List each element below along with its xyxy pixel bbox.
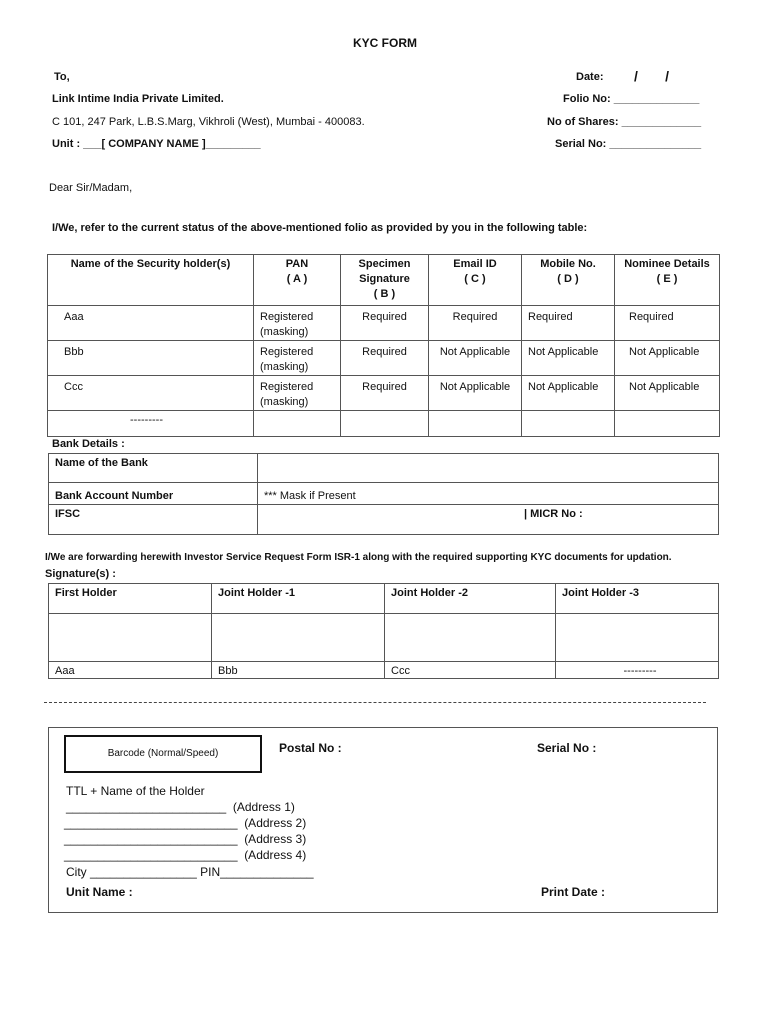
signature-status: Required [341, 306, 429, 341]
joint-holder-1-signature-box[interactable] [212, 614, 385, 662]
holder-name: Aaa [48, 306, 254, 341]
holder-name: Bbb [48, 341, 254, 376]
nominee-status: Not Applicable [615, 376, 720, 411]
to-line: To, [54, 71, 70, 83]
joint-holder-3-signature-box[interactable] [556, 614, 719, 662]
pan-status: Registered (masking) [254, 341, 341, 376]
first-holder-name: Aaa [49, 662, 212, 679]
company-name: Link Intime India Private Limited. [52, 93, 224, 105]
email-status: Not Applicable [429, 341, 522, 376]
email-status [429, 411, 522, 437]
barcode-box: Barcode (Normal/Speed) [64, 735, 262, 773]
signature-table [48, 583, 719, 679]
date-slashes: / / [634, 68, 670, 84]
mobile-status: Required [522, 306, 615, 341]
joint-holder-1-header: Joint Holder -1 [212, 584, 385, 614]
unit-line: Unit : ___[ COMPANY NAME ]_________ [52, 138, 261, 150]
print-date-label: Print Date : [541, 885, 606, 899]
joint-holder-1-name: Bbb [212, 662, 385, 679]
email-status: Not Applicable [429, 376, 522, 411]
mobile-status [522, 411, 615, 437]
folio-no: Folio No: ______________ [563, 93, 700, 105]
holder-name: --------- [48, 411, 254, 437]
signature-status: Required [341, 341, 429, 376]
table-row [48, 341, 720, 376]
first-holder-header: First Holder [49, 584, 212, 614]
holder-name: Ccc [48, 376, 254, 411]
holders-table-header [48, 255, 720, 306]
pan-status [254, 411, 341, 437]
form-title: KYC FORM [353, 36, 417, 50]
unit-name-label: Unit Name : [66, 885, 133, 899]
bank-name-value [258, 454, 719, 483]
address-line-3: __________________________ (Address 3) [64, 832, 307, 846]
joint-holder-2-name: Ccc [385, 662, 556, 679]
ifsc-label: IFSC [49, 505, 258, 535]
table-row [48, 376, 720, 411]
joint-holder-2-signature-box[interactable] [385, 614, 556, 662]
address-line-2: __________________________ (Address 2) [64, 816, 307, 830]
serial-no: Serial No: _______________ [555, 138, 702, 150]
bank-account-value: *** Mask if Present [258, 483, 719, 505]
postal-no-label: Postal No : [279, 741, 342, 755]
signature-heading: Signature(s) : [45, 568, 116, 580]
header-pan: PAN ( A ) [254, 255, 341, 306]
ttl-holder-name: TTL + Name of the Holder [66, 784, 205, 798]
table-row [48, 411, 720, 437]
nominee-status: Not Applicable [615, 341, 720, 376]
joint-holder-3-header: Joint Holder -3 [556, 584, 719, 614]
header-nominee: Nominee Details ( E ) [615, 255, 720, 306]
holders-table [47, 254, 720, 437]
bank-details-table [48, 453, 719, 535]
cut-line [44, 702, 706, 703]
header-holder-name: Name of the Security holder(s) [48, 255, 254, 306]
joint-holder-2-header: Joint Holder -2 [385, 584, 556, 614]
forwarding-text: I/We are forwarding herewith Investor Service Request Form ISR-1 along with the required supporting KYC documents for updation. [45, 552, 672, 563]
address-line-1: ________________________ (Address 1) [66, 800, 295, 814]
signature-status: Required [341, 376, 429, 411]
table-row [48, 306, 720, 341]
pan-status: Registered (masking) [254, 306, 341, 341]
no-of-shares: No of Shares: _____________ [547, 116, 702, 128]
joint-holder-3-name: --------- [556, 662, 719, 679]
intro-text: I/We, refer to the current status of the above-mentioned folio as provided by you in the following table: [52, 222, 588, 234]
pan-status: Registered (masking) [254, 376, 341, 411]
postal-serial-no-label: Serial No : [537, 741, 597, 755]
salutation: Dear Sir/Madam, [49, 182, 133, 194]
signature-status [341, 411, 429, 437]
nominee-status [615, 411, 720, 437]
city-pin-line: City ________________ PIN______________ [66, 865, 314, 879]
email-status: Required [429, 306, 522, 341]
mobile-status: Not Applicable [522, 341, 615, 376]
bank-name-label: Name of the Bank [49, 454, 258, 483]
bank-details-heading: Bank Details : [52, 438, 125, 450]
mobile-status: Not Applicable [522, 376, 615, 411]
first-holder-signature-box[interactable] [49, 614, 212, 662]
header-mobile: Mobile No. ( D ) [522, 255, 615, 306]
header-email: Email ID ( C ) [429, 255, 522, 306]
nominee-status: Required [615, 306, 720, 341]
date-label: Date: [576, 71, 604, 83]
micr-label: | MICR No : [258, 505, 719, 535]
address-line-4: __________________________ (Address 4) [64, 848, 307, 862]
company-address: C 101, 247 Park, L.B.S.Marg, Vikhroli (West), Mumbai - 400083. [52, 116, 365, 128]
header-signature: Specimen Signature ( B ) [341, 255, 429, 306]
bank-account-label: Bank Account Number [49, 483, 258, 505]
